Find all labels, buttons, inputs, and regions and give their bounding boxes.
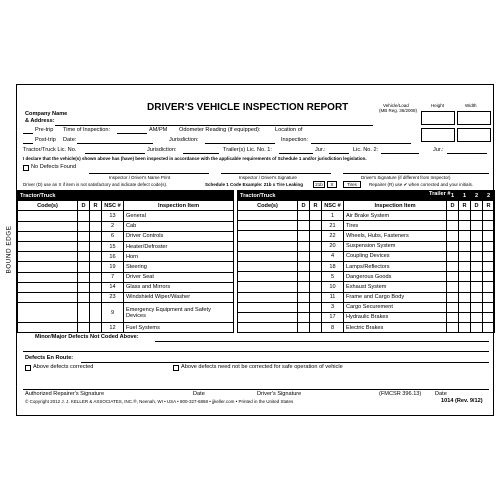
col-trailer1-r: R: [459, 201, 471, 211]
d-cell[interactable]: [78, 262, 90, 272]
r-cell[interactable]: [90, 241, 102, 251]
col-d: D: [298, 201, 310, 211]
t1d-cell[interactable]: [447, 312, 459, 322]
t2d-cell[interactable]: [471, 211, 483, 221]
r-cell[interactable]: [310, 292, 322, 302]
table-row: [238, 292, 495, 302]
table-row: [18, 231, 234, 241]
above-not-corrected-label: Above defects need not be corrected for safe operation of vehicle: [181, 364, 343, 370]
d-cell[interactable]: [78, 252, 90, 262]
code-cell[interactable]: [238, 312, 298, 322]
item-cell: Glass and Mirrors: [124, 282, 234, 292]
trailer-num-1: 1: [447, 191, 459, 201]
r-cell[interactable]: [90, 262, 102, 272]
table-row: [18, 221, 234, 231]
inspector-sig-label: Inspector / Driver's Signature: [239, 175, 297, 180]
height-label: Height: [431, 103, 445, 108]
t2r-cell[interactable]: [483, 282, 495, 292]
d-cell[interactable]: [298, 272, 310, 282]
code-cell[interactable]: [18, 262, 78, 272]
d-cell[interactable]: [298, 292, 310, 302]
table-row: [18, 282, 234, 292]
r-cell[interactable]: [310, 211, 322, 221]
t1d-cell[interactable]: [447, 272, 459, 282]
t1r-cell[interactable]: [459, 292, 471, 302]
inspection-label: Inspection:: [281, 137, 309, 143]
nsc-cell: 17: [322, 312, 344, 322]
left-table-header-row: [18, 201, 234, 211]
code-cell[interactable]: [238, 241, 298, 251]
r-cell[interactable]: [310, 241, 322, 251]
nsc-cell: 7: [102, 272, 124, 282]
nsc-cell: 9: [102, 303, 124, 323]
r-cell[interactable]: [90, 221, 102, 231]
table-row: [238, 231, 495, 241]
t1d-cell[interactable]: [447, 261, 459, 271]
item-cell: Cargo Securement: [344, 302, 447, 312]
d-cell[interactable]: [78, 292, 90, 302]
code-cell[interactable]: [238, 221, 298, 231]
d-cell[interactable]: [78, 303, 90, 323]
right-table-title-row: [238, 191, 495, 201]
t1d-cell[interactable]: [447, 282, 459, 292]
driver-sig-line[interactable]: [343, 173, 489, 174]
t2r-cell[interactable]: [483, 261, 495, 271]
jur2-label: Jur.:: [433, 147, 444, 153]
vehicle-load-label: Vehicle/Load: [383, 103, 409, 108]
code-cell[interactable]: [18, 252, 78, 262]
nsc-cell: 14: [102, 282, 124, 292]
d-cell[interactable]: [78, 323, 90, 333]
nsc-cell: 21: [322, 221, 344, 231]
nsc-cell: 6: [102, 231, 124, 241]
table-row: [238, 251, 495, 261]
nsc-cell: 4: [322, 251, 344, 261]
r-cell[interactable]: [90, 231, 102, 241]
r-cell[interactable]: [310, 221, 322, 231]
item-cell: Exhaust System: [344, 282, 447, 292]
d-cell[interactable]: [298, 302, 310, 312]
code-cell[interactable]: [238, 231, 298, 241]
item-cell: Electric Brakes: [344, 323, 447, 333]
r-cell[interactable]: [90, 272, 102, 282]
d-cell[interactable]: [298, 251, 310, 261]
ampm-label: AM/PM: [149, 127, 168, 133]
nsc-cell: 20: [322, 241, 344, 251]
company-name-label: Company Name: [25, 111, 68, 117]
t1r-cell[interactable]: [459, 211, 471, 221]
nsc-cell: 11: [322, 292, 344, 302]
left-inspection-table: [17, 190, 234, 333]
d-cell[interactable]: [298, 211, 310, 221]
above-corrected-label: Above defects corrected: [33, 364, 94, 370]
jurisdiction-line[interactable]: [205, 143, 275, 144]
r-cell[interactable]: [310, 282, 322, 292]
address-line[interactable]: [55, 125, 373, 126]
d-cell[interactable]: [298, 282, 310, 292]
code-cell[interactable]: [18, 282, 78, 292]
col-nsc: NSC #: [322, 201, 344, 211]
trailer-num-2: 2: [471, 191, 483, 201]
copyright-text: © Copyright 2012 J. J. KELLER & ASSOCIATES, INC.®, Neenah, WI • USA • 800-327-6868 • jjkeller.com • Printed in the United States: [25, 399, 294, 404]
t1r-cell[interactable]: [459, 302, 471, 312]
bound-edge-label: BOUND EDGE: [5, 225, 13, 274]
t2r-cell[interactable]: [483, 312, 495, 322]
table-row: [238, 312, 495, 322]
instruction-left: Driver (D) use an X if item is not satisfactory and indicate defect code(s).: [23, 182, 168, 187]
example-x-box: X: [327, 181, 337, 188]
right-inspection-table: [237, 190, 495, 211]
item-cell: Cab: [124, 221, 234, 231]
nsc-cell: 13: [102, 211, 124, 221]
jur2-line[interactable]: [447, 153, 487, 154]
declaration-text: I declare that the vehicle(s) shown above has (have) been inspected in accordance with the applicable requirements of Schedule 1 and/or jurisdiction legislation.: [23, 156, 367, 161]
r-cell[interactable]: [90, 211, 102, 221]
signature-line[interactable]: [23, 389, 489, 390]
jurisdiction2-label: Jurisdiction:: [147, 147, 177, 153]
code-cell[interactable]: [18, 323, 78, 333]
table-row: [238, 211, 495, 221]
t1r-cell[interactable]: [459, 221, 471, 231]
d-cell[interactable]: [298, 221, 310, 231]
nsc-cell: 18: [322, 261, 344, 271]
defects-enroute-label: Defects En Route:: [25, 355, 74, 361]
lic2-label: Lic. No. 2:: [353, 147, 379, 153]
t1r-cell[interactable]: [459, 251, 471, 261]
col-codes: Code(s): [18, 201, 78, 211]
r-cell[interactable]: [310, 323, 322, 333]
length-box[interactable]: [421, 128, 455, 142]
nsc-cell: 1: [322, 211, 344, 221]
d-cell[interactable]: [298, 261, 310, 271]
location-label: Location of: [275, 127, 303, 133]
trailer1-label: Trailer(s) Lic. No. 1:: [223, 147, 272, 153]
item-cell: Driver Controls: [124, 231, 234, 241]
code-cell[interactable]: [238, 282, 298, 292]
d-cell[interactable]: [298, 241, 310, 251]
table-row: [238, 261, 495, 271]
above-not-corrected-checkbox[interactable]: [173, 365, 179, 371]
item-cell: Horn: [124, 252, 234, 262]
t1d-cell[interactable]: [447, 221, 459, 231]
left-table-title: Tractor/Truck: [18, 191, 234, 201]
t2r-cell[interactable]: [483, 221, 495, 231]
t2d-cell[interactable]: [471, 231, 483, 241]
code-cell[interactable]: [18, 241, 78, 251]
item-cell: Frame and Cargo Body: [344, 292, 447, 302]
right-inspection-rows: [237, 210, 495, 333]
item-cell: Air Brake System: [344, 211, 447, 221]
inspector-name-label: Inspector / Driver's Name Print: [109, 175, 171, 180]
table-row: [238, 282, 495, 292]
d-cell[interactable]: [298, 231, 310, 241]
code-cell[interactable]: [238, 251, 298, 261]
nsc-cell: 12: [102, 323, 124, 333]
height-box[interactable]: [421, 111, 455, 125]
mb-reg-label: (MB Reg. 36/2008): [379, 108, 418, 113]
lic2-line[interactable]: [381, 153, 419, 154]
defects-enroute-line[interactable]: [81, 362, 489, 363]
left-table-title-row: [18, 191, 234, 201]
code-cell[interactable]: [238, 261, 298, 271]
r-cell[interactable]: [310, 251, 322, 261]
table-row: [18, 252, 234, 262]
jurisdiction-label: Jurisdiction:: [169, 137, 199, 143]
r-cell[interactable]: [90, 252, 102, 262]
col-codes: Code(s): [238, 201, 298, 211]
t1r-cell[interactable]: [459, 231, 471, 241]
t2d-cell[interactable]: [471, 272, 483, 282]
table-row: [18, 211, 234, 221]
item-cell: Coupling Devices: [344, 251, 447, 261]
pretrip-label: Pre-trip: [35, 127, 54, 133]
right-table-title: Tractor/Truck: [238, 191, 447, 201]
item-cell: Steering: [124, 262, 234, 272]
fmcsr-label: (FMCSR 396.13): [379, 391, 422, 397]
t1d-cell[interactable]: [447, 211, 459, 221]
nsc-cell: 2: [102, 221, 124, 231]
t2r-cell[interactable]: [483, 302, 495, 312]
nsc-cell: 8: [322, 323, 344, 333]
t2r-cell[interactable]: [483, 241, 495, 251]
table-row: [18, 272, 234, 282]
table-row: [18, 292, 234, 302]
location-line[interactable]: [311, 143, 411, 144]
example-item-box: Tires: [343, 181, 361, 188]
t2r-cell[interactable]: [483, 211, 495, 221]
item-cell: Fuel Systems: [124, 323, 234, 333]
col-item: Inspection Item: [124, 201, 234, 211]
item-cell: Suspension System: [344, 241, 447, 251]
d-cell[interactable]: [78, 272, 90, 282]
t2d-cell[interactable]: [471, 261, 483, 271]
date-line[interactable]: [77, 143, 153, 144]
t2r-cell[interactable]: [483, 323, 495, 333]
posttrip-label: Post-trip: [35, 137, 56, 143]
code-cell[interactable]: [18, 231, 78, 241]
t1r-cell[interactable]: [459, 312, 471, 322]
t2r-cell[interactable]: [483, 292, 495, 302]
col-nsc: NSC #: [102, 201, 124, 211]
r-cell[interactable]: [90, 323, 102, 333]
t2d-cell[interactable]: [471, 312, 483, 322]
t1d-cell[interactable]: [447, 241, 459, 251]
inspector-sig-line[interactable]: [221, 173, 331, 174]
table-row: [18, 241, 234, 251]
trailer-num-1b: 1: [459, 191, 471, 201]
table-row: [238, 272, 495, 282]
d-cell[interactable]: [78, 282, 90, 292]
example-code-box: 21b: [313, 181, 325, 188]
minor-major-line[interactable]: [155, 341, 489, 342]
col-item: Inspection Item: [344, 201, 447, 211]
posttrip-check-line[interactable]: [23, 143, 33, 144]
col-r: R: [90, 201, 102, 211]
jurisdiction2-line[interactable]: [183, 153, 219, 154]
table-row: [18, 323, 234, 333]
nsc-cell: 16: [102, 252, 124, 262]
no-defects-checkbox[interactable]: [23, 165, 29, 171]
date2-label: Date: [193, 391, 205, 397]
odometer-label: Odometer Reading (if equipped):: [179, 127, 261, 133]
r-cell[interactable]: [310, 312, 322, 322]
tractor-lic-line[interactable]: [85, 153, 145, 154]
item-cell: Heater/Defroster: [124, 241, 234, 251]
nsc-cell: 10: [322, 282, 344, 292]
table-row: [238, 323, 495, 333]
item-cell: Lamps/Reflectors: [344, 261, 447, 271]
time-label: Time of Inspection:: [63, 127, 111, 133]
d-cell[interactable]: [78, 231, 90, 241]
code-cell[interactable]: [18, 292, 78, 302]
t2d-cell[interactable]: [471, 241, 483, 251]
r-cell[interactable]: [310, 231, 322, 241]
table-row: [18, 262, 234, 272]
nsc-cell: 15: [102, 241, 124, 251]
t1r-cell[interactable]: [459, 323, 471, 333]
table-row: [238, 221, 495, 231]
t2r-cell[interactable]: [483, 251, 495, 261]
t1d-cell[interactable]: [447, 292, 459, 302]
instruction-right: Repairer (R) use ✔ when corrected and your initials.: [369, 182, 474, 187]
code-cell[interactable]: [18, 303, 78, 323]
repairer-sig-label: Authorized Repairer's Signature: [25, 391, 105, 397]
nsc-cell: 19: [102, 262, 124, 272]
t1d-cell[interactable]: [447, 323, 459, 333]
col-trailer2-r: R: [483, 201, 495, 211]
driver-sig-label: Driver's Signature (if different from Inspector): [361, 175, 451, 180]
pretrip-check-line[interactable]: [23, 133, 33, 134]
t2d-cell[interactable]: [471, 292, 483, 302]
col-d: D: [78, 201, 90, 211]
d-cell[interactable]: [78, 221, 90, 231]
width-box[interactable]: [457, 111, 491, 125]
driver-sig2-label: Driver's Signature: [257, 391, 302, 397]
date-label: Date:: [63, 137, 77, 143]
table-row: [238, 241, 495, 251]
code-cell[interactable]: [238, 211, 298, 221]
item-cell: Dangerous Goods: [344, 272, 447, 282]
r-cell[interactable]: [310, 302, 322, 312]
table-row: [18, 303, 234, 323]
page-title: DRIVER'S VEHICLE INSPECTION REPORT: [147, 102, 349, 113]
r-cell[interactable]: [90, 292, 102, 302]
nsc-cell: 3: [322, 302, 344, 312]
t2d-cell[interactable]: [471, 323, 483, 333]
inspection-report-form: [16, 84, 494, 416]
item-cell: General: [124, 211, 234, 221]
t2r-cell[interactable]: [483, 231, 495, 241]
r-cell[interactable]: [310, 261, 322, 271]
width-label: Width: [465, 103, 477, 108]
d-cell[interactable]: [298, 323, 310, 333]
code-cell[interactable]: [238, 272, 298, 282]
form-number: 1014 (Rev. 9/12): [441, 398, 483, 404]
r-cell[interactable]: [310, 272, 322, 282]
t1d-cell[interactable]: [447, 231, 459, 241]
item-cell: Hydraulic Brakes: [344, 312, 447, 322]
code-cell[interactable]: [238, 323, 298, 333]
nsc-cell: 22: [322, 231, 344, 241]
code-cell[interactable]: [18, 221, 78, 231]
t1d-cell[interactable]: [447, 251, 459, 261]
minor-major-line-2[interactable]: [23, 351, 489, 352]
col-trailer2-d: D: [471, 201, 483, 211]
nsc-cell: 5: [322, 272, 344, 282]
trailer-label: Trailer #: [429, 191, 451, 197]
no-defects-label: No Defects Found: [31, 164, 77, 170]
tractor-lic-label: Tractor/Truck Lic. No.: [23, 147, 77, 153]
t2d-cell[interactable]: [471, 282, 483, 292]
col-r: R: [310, 201, 322, 211]
table-row: [238, 302, 495, 312]
item-cell: Driver Seat: [124, 272, 234, 282]
item-cell: Wheels, Hubs, Fasteners: [344, 231, 447, 241]
col-trailer1-d: D: [447, 201, 459, 211]
time-line[interactable]: [117, 133, 147, 134]
t2d-cell[interactable]: [471, 251, 483, 261]
d-cell[interactable]: [78, 241, 90, 251]
date3-label: Date: [435, 391, 447, 397]
code-cell[interactable]: [238, 302, 298, 312]
t1d-cell[interactable]: [447, 302, 459, 312]
t2d-cell[interactable]: [471, 302, 483, 312]
jur-label: Jur.:: [315, 147, 326, 153]
bound-edge: [0, 214, 14, 294]
t2r-cell[interactable]: [483, 272, 495, 282]
r-cell[interactable]: [90, 303, 102, 323]
t1r-cell[interactable]: [459, 261, 471, 271]
trailer-num-2b: 2: [483, 191, 495, 201]
t1r-cell[interactable]: [459, 282, 471, 292]
instruction-mid: Schedule 1 Code Example: 21b x Tire Leaking: [205, 182, 303, 187]
t1r-cell[interactable]: [459, 241, 471, 251]
item-cell: Emergency Equipment and Safety Devices: [124, 303, 234, 323]
nsc-cell: 23: [102, 292, 124, 302]
minor-major-label: Minor/Major Defects Not Coded Above:: [35, 334, 139, 340]
d-cell[interactable]: [78, 211, 90, 221]
item-cell: Windshield Wiper/Washer: [124, 292, 234, 302]
trailer1-line[interactable]: [279, 153, 313, 154]
code-cell[interactable]: [238, 292, 298, 302]
address-label: & Address:: [25, 118, 55, 124]
d-cell[interactable]: [298, 312, 310, 322]
code-cell[interactable]: [18, 272, 78, 282]
above-corrected-checkbox[interactable]: [25, 365, 31, 371]
code-cell[interactable]: [18, 211, 78, 221]
weight-box[interactable]: [457, 128, 491, 142]
jur-line[interactable]: [329, 153, 349, 154]
item-cell: Tires: [344, 221, 447, 231]
inspector-name-line[interactable]: [89, 173, 209, 174]
t1r-cell[interactable]: [459, 272, 471, 282]
r-cell[interactable]: [90, 282, 102, 292]
t2d-cell[interactable]: [471, 221, 483, 231]
